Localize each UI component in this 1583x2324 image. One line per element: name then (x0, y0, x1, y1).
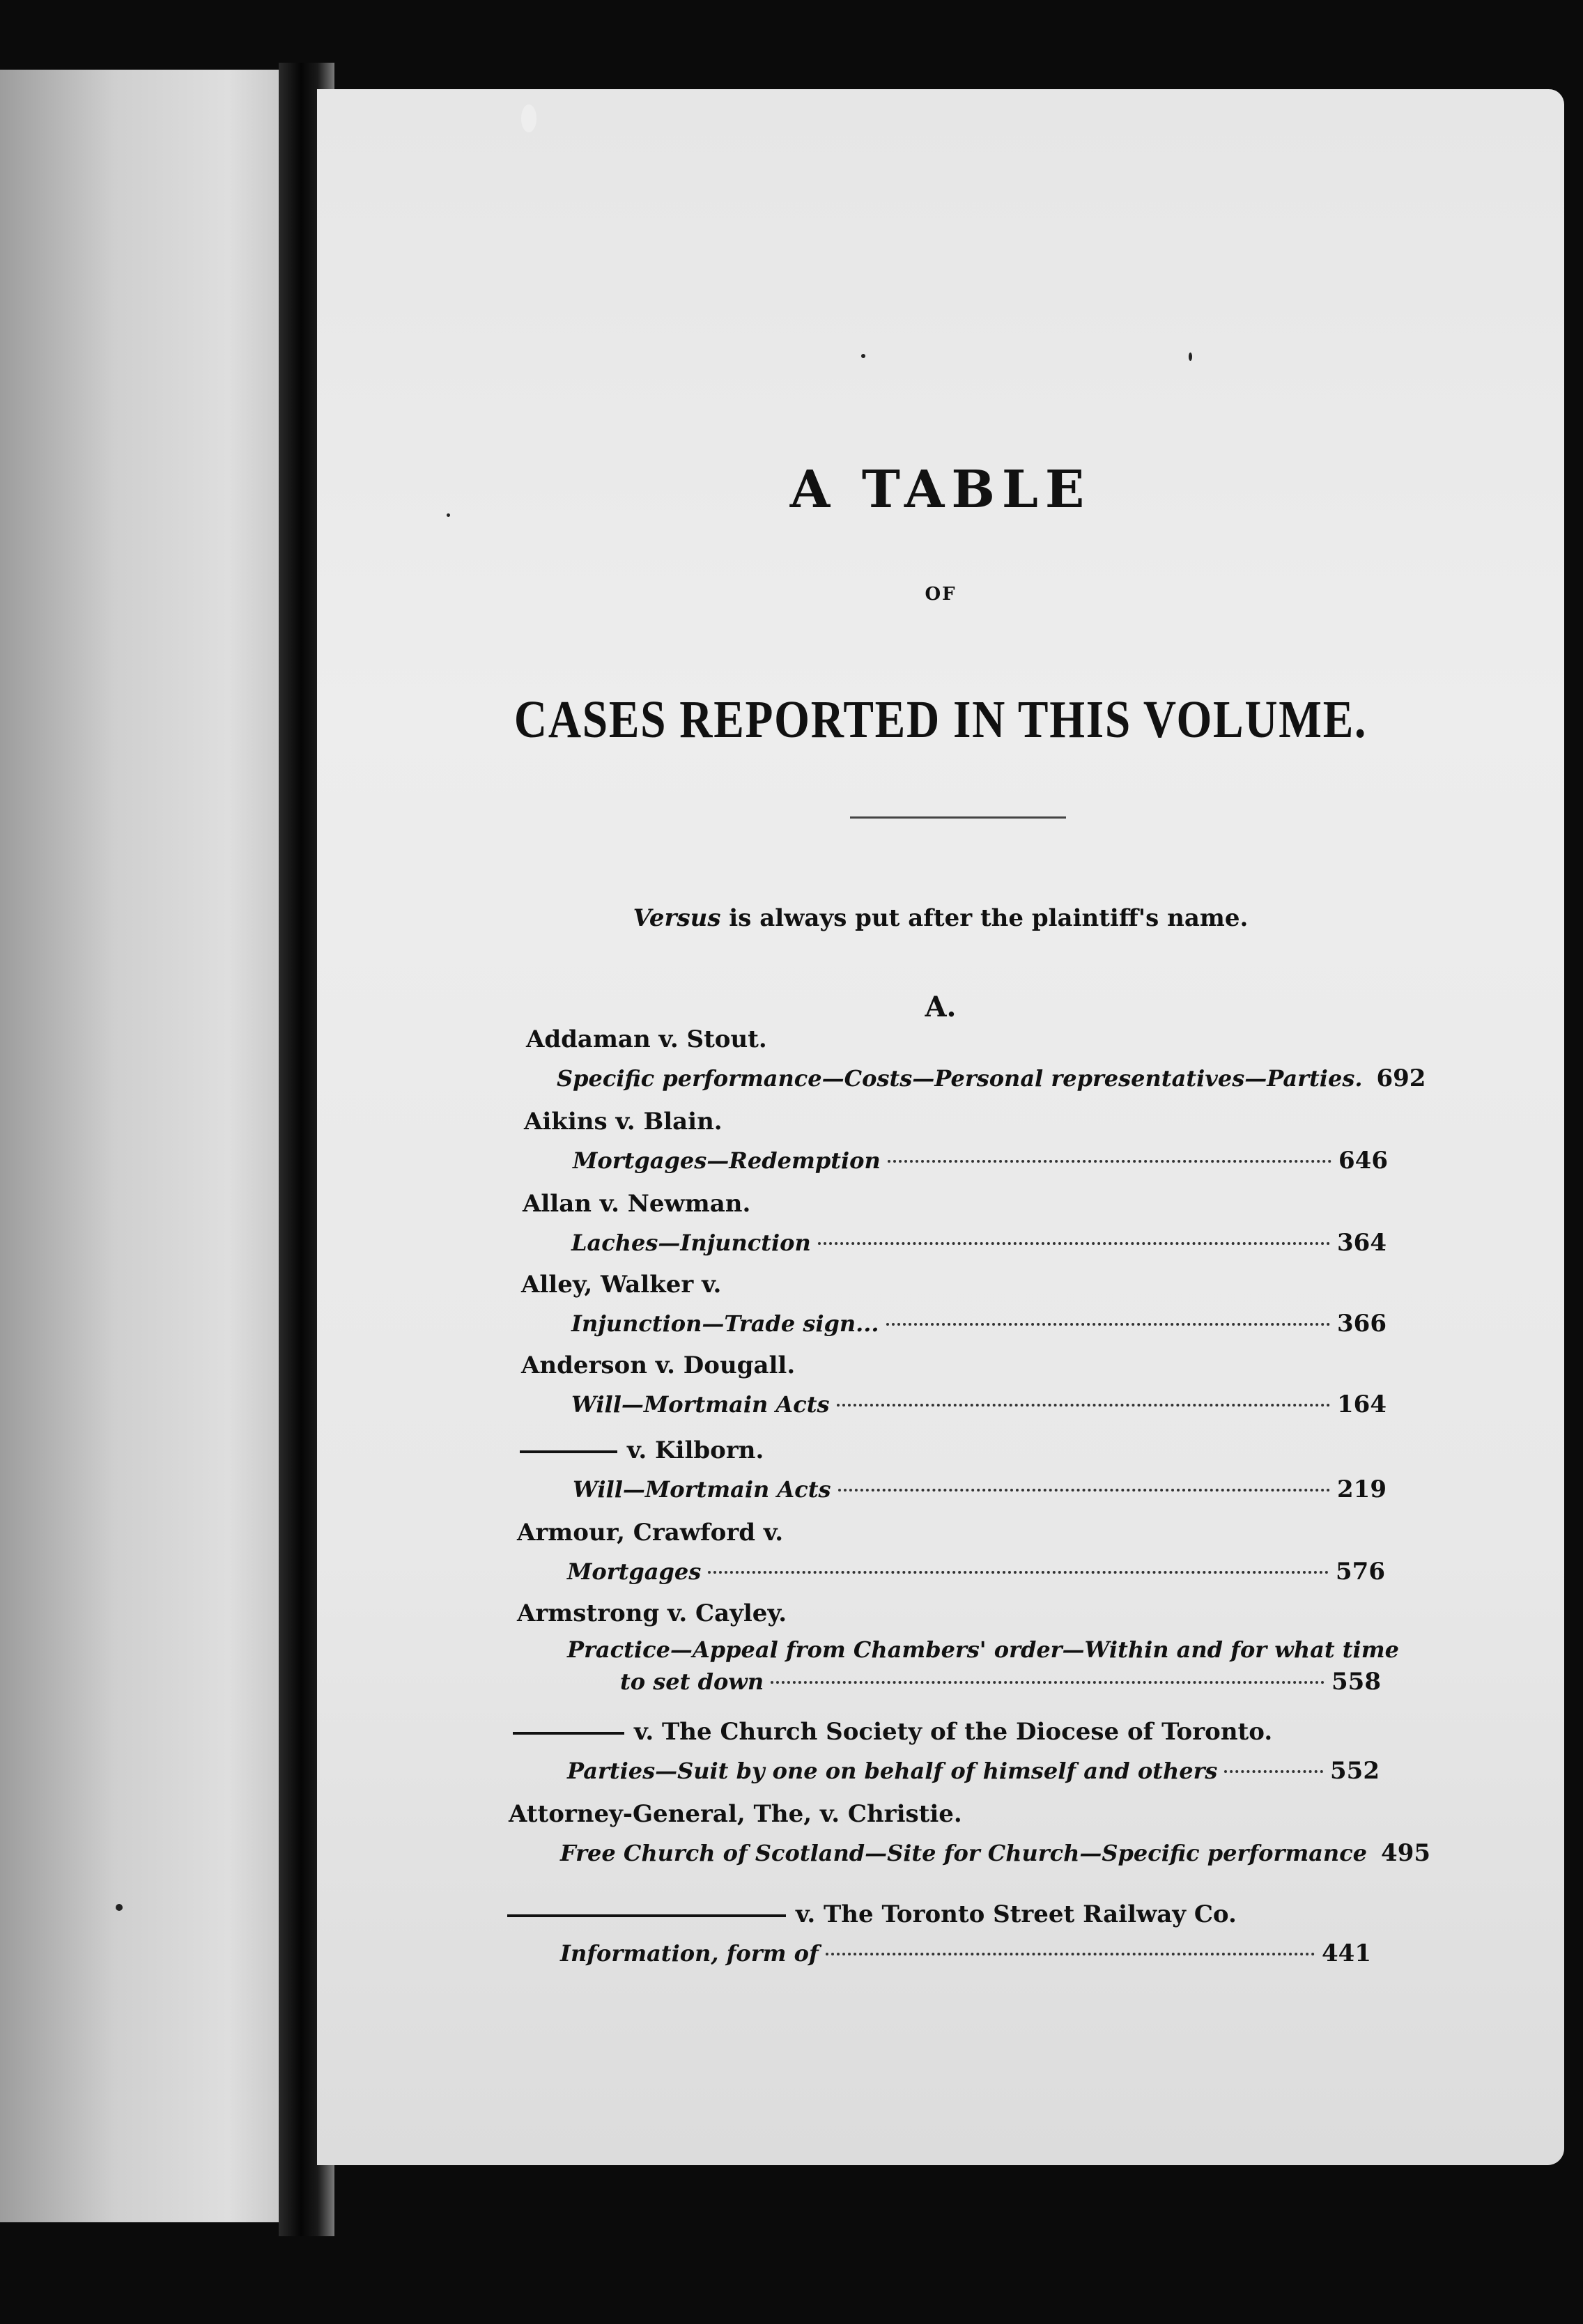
case-topic-continued: to set down (620, 1668, 764, 1695)
case-topic: Free Church of Scotland—Site for Church—Specific performance (560, 1840, 1368, 1866)
case-topic: Injunction—Trade sign... (571, 1310, 879, 1337)
leader-dots (818, 1242, 1330, 1245)
case-entry (517, 1517, 1385, 1588)
page-number: 219 (1337, 1475, 1387, 1503)
case-entry (521, 1269, 1387, 1340)
case-name: Attorney-General, The, v. Christie. (509, 1800, 962, 1828)
page-number: 646 (1338, 1147, 1388, 1175)
case-topic-line (526, 1062, 1426, 1095)
case-topic-line (509, 1836, 1431, 1870)
case-entry (509, 1799, 1431, 1870)
case-topic: Will—Mortmain Acts (571, 1391, 830, 1418)
case-name: Alley, Walker v. (521, 1271, 722, 1299)
page-number: 552 (1330, 1757, 1380, 1785)
case-name: v. The Toronto Street Railway Co. (796, 1900, 1237, 1928)
case-name: Allan v. Newman. (523, 1190, 751, 1218)
ditto-dash (513, 1732, 624, 1735)
page-number: 692 (1376, 1064, 1426, 1092)
page-number: 364 (1337, 1229, 1387, 1257)
case-entry (521, 1350, 1387, 1421)
case-entry (517, 1598, 1399, 1698)
case-line (513, 1717, 1380, 1747)
case-topic-line (520, 1473, 1387, 1506)
leader-dots (1224, 1770, 1323, 1773)
case-name: Armour, Crawford v. (517, 1519, 784, 1547)
leader-dots (888, 1160, 1331, 1163)
page-number: 495 (1381, 1839, 1431, 1867)
case-name: Armstrong v. Cayley. (517, 1599, 787, 1627)
page-number: 576 (1336, 1558, 1385, 1586)
case-name: Addaman v. Stout. (526, 1025, 767, 1053)
case-entry (513, 1717, 1380, 1788)
case-topic: Mortgages—Redemption (573, 1147, 881, 1174)
case-topic-line (517, 1665, 1381, 1698)
case-topic-line (517, 1555, 1385, 1588)
leader-dots (886, 1323, 1330, 1326)
leader-dots (771, 1681, 1325, 1684)
page-number: 366 (1337, 1310, 1387, 1338)
note-text: is always put after the plaintiff's name. (720, 904, 1249, 932)
case-topic-line (521, 1388, 1387, 1421)
page-number: 441 (1322, 1939, 1371, 1967)
ditto-dash (520, 1450, 617, 1453)
section-letter: A. (925, 991, 957, 1023)
case-topic: Specific performance—Costs—Personal representatives—Parties. (557, 1065, 1363, 1092)
page-number: 164 (1337, 1390, 1387, 1418)
ditto-dash (507, 1914, 786, 1917)
case-line (520, 1435, 1387, 1466)
case-topic: Parties—Suit by one on behalf of himself and others (567, 1758, 1218, 1784)
case-entry (520, 1435, 1387, 1506)
leader-dots (826, 1953, 1315, 1955)
case-topic: Will—Mortmain Acts (573, 1476, 831, 1503)
case-entry (524, 1106, 1388, 1177)
case-topic-line (513, 1754, 1380, 1788)
case-topic: Mortgages (567, 1558, 702, 1585)
note-italic: Versus (633, 904, 721, 932)
page-number: 558 (1331, 1668, 1381, 1696)
case-topic-line (524, 1144, 1388, 1177)
case-line (507, 1899, 1371, 1930)
case-entry (523, 1188, 1387, 1260)
leader-dots (838, 1489, 1331, 1492)
case-topic: Practice—Appeal from Chambers' order—Within and for what time (567, 1636, 1399, 1663)
case-entry (507, 1899, 1371, 1970)
case-topic-line (507, 1937, 1371, 1970)
page-subtitle: CASES REPORTED IN THIS VOLUME. (513, 690, 1368, 749)
title-connector: OF (925, 584, 957, 605)
case-entry (526, 1024, 1426, 1095)
case-name: Aikins v. Blain. (524, 1108, 723, 1136)
case-name: Anderson v. Dougall. (521, 1351, 796, 1379)
case-name: v. The Church Society of the Diocese of Toronto. (634, 1718, 1273, 1746)
case-topic: Laches—Injunction (571, 1230, 811, 1256)
case-name: v. Kilborn. (627, 1436, 764, 1464)
page-title: A TABLE (789, 460, 1092, 520)
case-topic: Information, form of (560, 1940, 819, 1967)
leader-dots (837, 1404, 1331, 1407)
case-topic-line (521, 1307, 1387, 1340)
case-topic-line (523, 1226, 1387, 1260)
leader-dots (708, 1571, 1329, 1574)
